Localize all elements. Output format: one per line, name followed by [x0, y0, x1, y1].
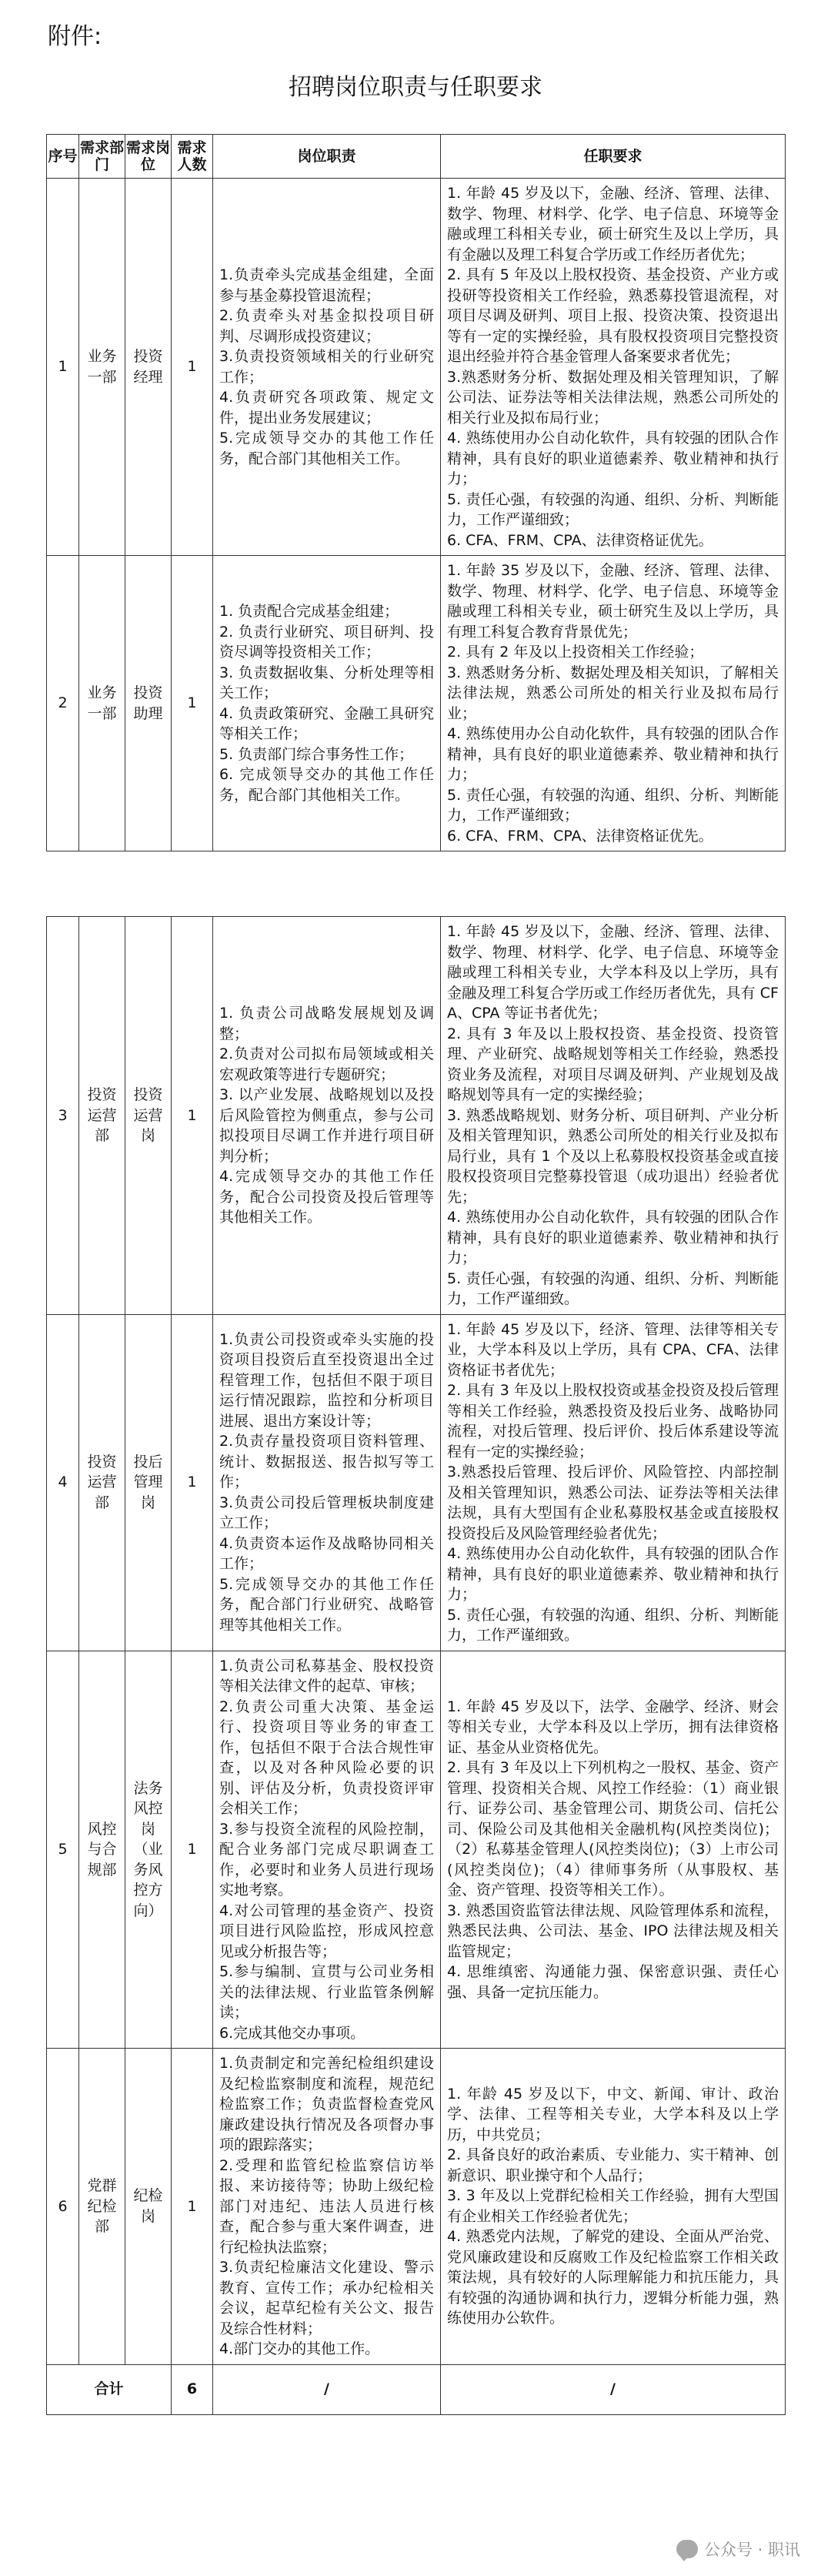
- list-item: 4.对公司管理的基金资产、投资项目进行风险监控，形成风控意见或分析报告等；: [219, 1902, 434, 1960]
- list-item: 4.负责研究各项政策、规定文件，提出业务发展建议；: [219, 389, 434, 427]
- table-row: [47, 556, 786, 851]
- list-item: 4.负责资本运作及战略协同相关工作；: [219, 1534, 434, 1573]
- recruitment-table-page-1: [46, 134, 786, 851]
- list-item: 2. 负责行业研究、项目研判、投资尽调等投资相关工作；: [219, 623, 434, 661]
- list-item: 3.熟悉财务分析、数据处理及相关管理知识，了解公司法、证券法等相关法律法规，熟悉公司所处的相关行业及拟布局行业；: [447, 368, 779, 427]
- list-item: 5.参与编制、宣贯与公司业务相关的法律法规、行业监管条例解读；: [219, 1963, 434, 2021]
- watermark: [676, 2538, 800, 2561]
- cell-duties: [213, 917, 441, 1315]
- cell-dept: 投资运营部: [79, 917, 125, 1315]
- list-item: 1.负责公司投资或牵头实施的投资项目投资后直至投资退出全过程管理工作，包括但不限于项目运行情况跟踪，监控和分析项目进展、退出方案设计等；: [219, 1330, 434, 1430]
- attachment-label: 附件:: [48, 23, 102, 50]
- list-item: 1. 负责公司战略发展规划及调整；: [219, 1005, 434, 1042]
- cell-seq: 4: [47, 1314, 79, 1651]
- cell-count: 1: [172, 917, 213, 1315]
- total-count: 6: [172, 2364, 213, 2414]
- header-count: 需求人数: [172, 135, 213, 179]
- list-item: 4.完成领导交办的其他工作任务，配合公司投资及投后管理等其他相关工作。: [219, 1168, 434, 1226]
- list-item: 3. 以产业发展、战略规划以及投后风险管控为侧重点，参与公司拟投项目尽调工作并进行项目研判分析；: [219, 1086, 434, 1165]
- list-item: 1. 年龄 35 岁及以下，金融、经济、管理、法律、数学、物理、材料学、化学、电子信息、环境等金融或理工科相关专业，硕士研究生及以上学历，具有理工科复合教育背景优先；: [447, 562, 779, 641]
- list-item: 5.完成领导交办的其他工作任务，配合部门其他相关工作。: [219, 430, 434, 467]
- list-item: 4. 熟练使用办公自动化软件，具有较强的团队合作精神，具有良好的职业道德素养、敬业精神和执行力；: [447, 430, 779, 487]
- list-item: 1. 年龄 45 岁及以下，法学、金融学、经济、财会等相关专业，大学本科及以上学历，拥有法律资格证、基金从业资格优先。: [447, 1698, 779, 1756]
- list-item: 2. 具有 3 年及以上股权投资或基金投资及投后管理等相关工作经验，熟悉投资及投后业务、战略协同流程，对投后管理、投后评价、投后体系建设等流程有一定的实操经验；: [447, 1382, 779, 1460]
- cell-count: 1: [172, 1651, 213, 2049]
- list-item: 2.负责存量投资项目资料管理、统计、数据报送、报告拟写等工作；: [219, 1433, 434, 1491]
- cell-dept: 业务一部: [79, 556, 125, 851]
- list-item: 3.参与投资全流程的风险控制，配合业务部门完成尽职调查工作，必要时和业务人员进行现场实地考察。: [219, 1820, 434, 1899]
- cell-dept: 业务一部: [79, 179, 125, 556]
- list-item: 3.负责纪检廉洁文化建设、警示教育、宣传工作；承办纪检相关会议，起草纪检有关公文、报告及综合性材料；: [219, 2259, 434, 2337]
- table-row: [47, 1651, 786, 2049]
- header-seq: 序号: [47, 135, 79, 179]
- cell-requirements: [441, 1651, 786, 2049]
- cell-post: 投资经理: [125, 179, 172, 556]
- cell-duties: [213, 1651, 441, 2049]
- list-item: 6.完成其他交办事项。: [219, 2024, 365, 2042]
- total-duties: /: [213, 2364, 441, 2414]
- list-item: 2.负责对公司拟布局领域或相关宏观政策等进行专题研究；: [219, 1045, 434, 1083]
- list-item: 1.负责牵头完成基金组建，全面参与基金募投管退流程；: [219, 266, 434, 304]
- cell-post: 投后管理岗: [125, 1314, 172, 1651]
- list-item: 3. 熟悉国资监管法律法规、风险管理体系和流程，熟悉民法典、公司法、基金、IPO 法律法规及相关监管规定；: [447, 1902, 779, 1960]
- header-requirements: 任职要求: [441, 135, 786, 179]
- cell-requirements: [441, 917, 786, 1315]
- header-dept: 需求部门: [79, 135, 125, 179]
- cell-post: 投资运营岗: [125, 917, 172, 1315]
- cell-seq: 6: [47, 2049, 79, 2365]
- table-row: [47, 2049, 786, 2365]
- list-item: 2.负责牵头对基金拟投项目研判、尽调形成投资建议；: [219, 307, 434, 345]
- table-row: [47, 1314, 786, 1651]
- list-item: 2. 具有 5 年及以上股权投资、基金投资、产业方或投研等投资相关工作经验，熟悉募投管退流程，对项目尽调及研判、项目上报、投资决策、投资退出等有一定的实操经验，具有股权投资项目完整投资退出经验并符合基金管理人备案要求者优先；: [447, 266, 779, 365]
- list-item: 2. 具有 3 年及以上下列机构之一股权、基金、资产管理、投资相关合规、风控工作经验：（1）商业银行、证券公司、基金管理公司、期货公司、信托公司、保险公司及其他相关金融机构(风控类岗位)；（2）私募基金管理人(风控类岗位)；（3）上市公司(风控类岗位)；（4）律师事务所（从事股权、基金、资产管理、投资等相关工作）。: [447, 1759, 779, 1899]
- list-item: 3. 3 年及以上党群纪检相关工作经验，拥有大型国有企业相关工作经验者优先；: [447, 2187, 779, 2225]
- list-item: 5.完成领导交办的其他工作任务，配合部门行业研究、战略管理等其他相关工作。: [219, 1575, 434, 1634]
- cell-count: 1: [172, 556, 213, 851]
- cell-dept: 投资运营部: [79, 1314, 125, 1651]
- list-item: 5. 责任心强，有较强的沟通、组织、分析、判断能力，工作严谨细致；: [447, 490, 779, 528]
- list-item: 5. 负责部门综合事务性工作；: [219, 745, 414, 763]
- cell-seq: 3: [47, 917, 79, 1315]
- page-title: 招聘岗位职责与任职要求: [289, 74, 542, 101]
- cell-post: 投资助理: [125, 556, 172, 851]
- cell-count: 1: [172, 2049, 213, 2365]
- cell-duties: [213, 179, 441, 556]
- total-label: 合计: [47, 2364, 172, 2414]
- cell-dept: 风控与合规部: [79, 1651, 125, 2049]
- wechat-bubble-icon: [676, 2540, 698, 2558]
- list-item: 1. 年龄 45 岁及以下，中文、新闻、审计、政治学、法律、工程等相关专业，大学本科及以上学历，中共党员；: [447, 2085, 779, 2143]
- list-item: 5. 责任心强，有较强的沟通、组织、分析、判断能力，工作严谨细致；: [447, 786, 779, 824]
- header-post: 需求岗位: [125, 135, 172, 179]
- table-header-row: [47, 135, 786, 179]
- header-duties: 岗位职责: [213, 135, 441, 179]
- cell-requirements: [441, 2049, 786, 2365]
- list-item: 4. 负责政策研究、金融工具研究等相关工作；: [219, 704, 434, 742]
- list-item: 2. 具有 2 年及以上投资相关工作经验；: [447, 644, 704, 661]
- list-item: 4. 思维缜密、沟通能力强、保密意识强、责任心强、具备一定抗压能力。: [447, 1963, 779, 2001]
- recruitment-table-page-2: [46, 916, 786, 2415]
- cell-duties: [213, 2049, 441, 2365]
- list-item: 3. 负责数据收集、分析处理等相关工作；: [219, 664, 434, 701]
- cell-count: 1: [172, 1314, 213, 1651]
- cell-requirements: [441, 556, 786, 851]
- list-item: 1.负责制定和完善纪检组织建设及纪检监察制度和流程，规范纪检监察工作；负责监督检查党风廉政建设执行情况及各项督办事项的跟踪落实；: [219, 2055, 434, 2153]
- cell-post: 纪检岗: [125, 2049, 172, 2365]
- watermark-text: 公众号 · 职讯: [703, 2541, 800, 2559]
- cell-duties: [213, 1314, 441, 1651]
- cell-requirements: [441, 179, 786, 556]
- list-item: 3.负责公司投后管理板块制度建立工作；: [219, 1494, 434, 1532]
- list-item: 3.熟悉投后管理、投后评价、风险管控、内部控制及相关管理知识，熟悉公司法、证券法等相关法律法规，具有大型国有企业私募股权基金或直接股权投资投后及风险管理经验者优先；: [447, 1464, 779, 1542]
- list-item: 2.受理和监管纪检监察信访举报、来访接待等；协助上级纪检部门对违纪、违法人员进行核查，配合参与重大案件调查，进行纪检执法监察；: [219, 2156, 434, 2256]
- cell-post: 法务风控岗（业务风控方向）: [125, 1651, 172, 2049]
- list-item: 2. 具有 3 年及以上股权投资、基金投资、投资管理、产业研究、战略规划等相关工作经验，熟悉投资业务及流程，对项目尽调及研判、产业规划及战略规划等具有一定的实操经验；: [447, 1025, 779, 1103]
- list-item: 3. 熟悉战略规划、财务分析、项目研判、产业分析及相关管理知识，熟悉公司所处的相关行业及拟布局行业，具有 1 个及以上私募股权投资基金或直接股权投资项目完整募投管退（成功退出）经验者优先；: [447, 1106, 779, 1206]
- table-row: [47, 917, 786, 1315]
- cell-dept: 党群纪检部: [79, 2049, 125, 2365]
- list-item: 6. 完成领导交办的其他工作任务，配合部门其他相关工作。: [219, 766, 434, 804]
- cell-count: 1: [172, 179, 213, 556]
- list-item: 3.负责投资领域相关的行业研究工作；: [219, 348, 434, 386]
- cell-seq: 2: [47, 556, 79, 851]
- cell-requirements: [441, 1314, 786, 1651]
- list-item: 3. 熟悉财务分析、数据处理及相关知识，了解相关法律法规，熟悉公司所处的相关行业及拟布局行业；: [447, 664, 779, 722]
- list-item: 4. 熟练使用办公自动化软件，具有较强的团队合作精神，具有良好的职业道德素养、敬业精神和执行力；: [447, 1209, 779, 1266]
- list-item: 4. 熟练使用办公自动化软件，具有较强的团队合作精神，具有良好的职业道德素养、敬业精神和执行力；: [447, 1545, 779, 1603]
- cell-seq: 1: [47, 179, 79, 556]
- list-item: 1.负责公司私募基金、股权投资等相关法律文件的起草、审核；: [219, 1657, 434, 1694]
- list-item: 2. 具备良好的政治素质、专业能力、实干精神、创新意识、职业操守和个人品行；: [447, 2146, 779, 2184]
- total-requirements: /: [441, 2364, 786, 2414]
- list-item: 4. 熟悉党内法规，了解党的建设、全面从严治党、党风廉政建设和反腐败工作及纪检监察工作相关政策法规，具有较好的人际理解能力和抗压能力，具有较强的沟通协调和执行力，逻辑分析能力强，熟练使用办公软件。: [447, 2228, 779, 2327]
- list-item: 1. 年龄 45 岁及以下，金融、经济、管理、法律、数学、物理、材料学、化学、电子信息、环境等金融或理工科相关专业，大学本科及以上学历，具有金融及理工科复合学历或工作经历者优先，具有 CFA、CPA 等证书者优先；: [447, 923, 779, 1022]
- list-item: 6. CFA、FRM、CPA、法律资格证优先。: [447, 827, 713, 845]
- list-item: 1. 年龄 45 岁及以下，经济、管理、法律等相关专业，大学本科及以上学历，具有 CPA、CFA、法律资格证书者优先；: [447, 1320, 779, 1379]
- total-row: [47, 2364, 786, 2414]
- list-item: 4. 熟练使用办公自动化软件，具有较强的团队合作精神，具有良好的职业道德素养、敬业精神和执行力；: [447, 725, 779, 783]
- list-item: 6. CFA、FRM、CPA、法律资格证优先。: [447, 531, 713, 549]
- cell-duties: [213, 556, 441, 851]
- list-item: 2.负责公司重大决策、基金运行、投资项目等业务的审查工作，包括但不限于合法合规性审查，以及对各种风险必要的识别、评估及分析，负责投资评审会相关工作；: [219, 1698, 434, 1817]
- list-item: 5. 责任心强，有较强的沟通、组织、分析、判断能力，工作严谨细致。: [447, 1606, 779, 1644]
- cell-seq: 5: [47, 1651, 79, 2049]
- list-item: 5. 责任心强，有较强的沟通、组织、分析、判断能力，工作严谨细致。: [447, 1270, 779, 1307]
- list-item: 1. 年龄 45 岁及以下，金融、经济、管理、法律、数学、物理、材料学、化学、电子信息、环境等金融或理工科相关专业，硕士研究生及以上学历，具有金融以及理工科复合学历或工作经历者优先；: [447, 185, 779, 263]
- list-item: 1. 负责配合完成基金组建；: [219, 603, 399, 620]
- table-row: [47, 179, 786, 556]
- list-item: 4.部门交办的其他工作。: [219, 2340, 380, 2357]
